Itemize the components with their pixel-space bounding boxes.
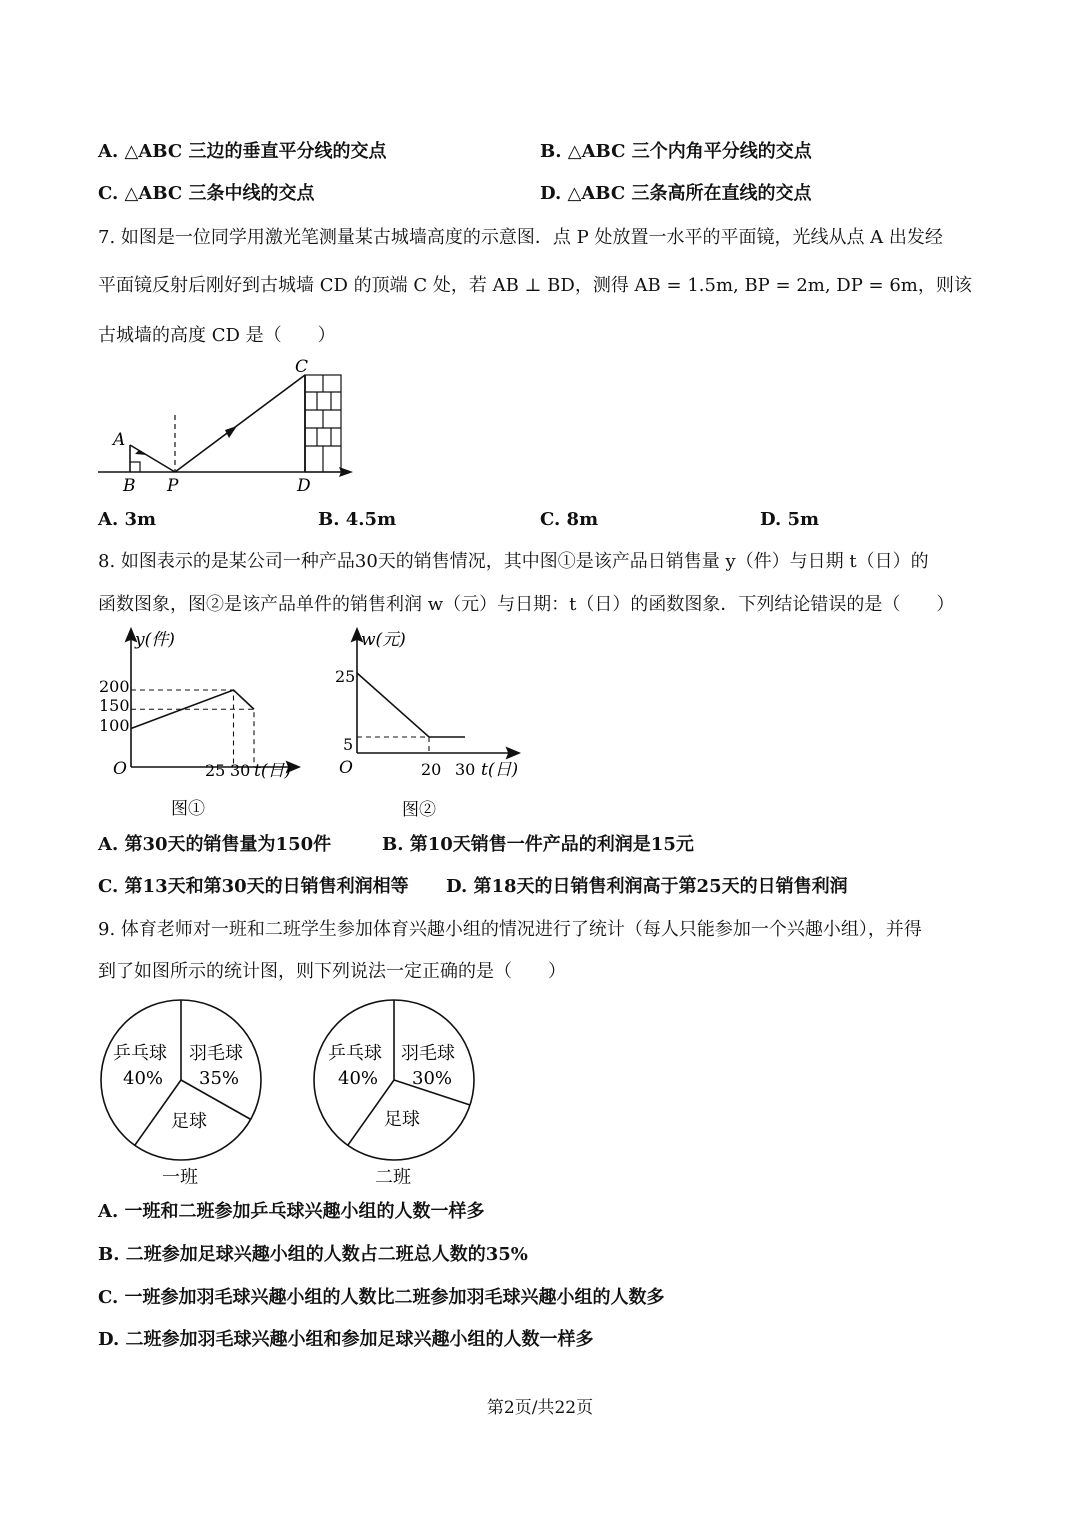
- pie2-label-pingpong: 乒乓球: [328, 1043, 382, 1064]
- chart2-origin: O: [339, 758, 353, 778]
- pie1-label-football: 足球: [171, 1111, 207, 1132]
- q7-label-p: P: [167, 476, 179, 496]
- chart1-guide-0: [131, 690, 234, 767]
- pie2-label-football: 足球: [384, 1109, 420, 1130]
- chart1-guide-lines: [131, 690, 254, 767]
- chart1-x-axis-label: t(日): [254, 761, 292, 781]
- pie2-pct-pingpong: 40%: [338, 1068, 379, 1089]
- q7-option-c: C. 8m: [540, 509, 599, 530]
- q9-pie-2: [310, 995, 485, 1195]
- q8-text-line2: 函数图象，图②是该产品单件的销售利润 w（元）与日期：t（日）的函数图象．下列结论错误的是（ ）: [98, 594, 955, 615]
- pie2-caption: 二班: [375, 1167, 411, 1188]
- chart2-x-tick-30: 30: [455, 760, 476, 779]
- q7-option-b: B. 4.5m: [318, 509, 397, 530]
- chart1-origin: O: [113, 759, 127, 779]
- pie1-label-pingpong: 乒乓球: [113, 1043, 167, 1064]
- q7-option-a: A. 3m: [98, 509, 157, 530]
- chart1-guide-1: [131, 709, 254, 767]
- q7-option-d: D. 5m: [760, 509, 820, 530]
- chart1-x-tick-30: 30: [230, 761, 251, 780]
- pie1-caption: 一班: [162, 1167, 198, 1188]
- chart1-y-tick-100: 100: [99, 716, 130, 735]
- q8-option-d: D. 第18天的日销售利润高于第25天的日销售利润: [446, 876, 848, 897]
- q7-label-a: A: [113, 430, 126, 450]
- q8-option-c: C. 第13天和第30天的日销售利润相等: [98, 876, 409, 897]
- chart2-x-tick-20: 20: [421, 760, 442, 779]
- q7-right-angle-mark: [130, 462, 140, 472]
- q7-text-line2: 平面镜反射后刚好到古城墙 CD 的顶端 C 处，若 AB ⊥ BD，测得 AB = 1.5m, BP = 2m, DP = 6m，则该: [98, 275, 972, 296]
- chart2-series-line: [357, 673, 465, 737]
- q8-chart-1: [95, 625, 310, 825]
- q9-option-a: A. 一班和二班参加乒乓球兴趣小组的人数一样多: [98, 1201, 485, 1222]
- q6-option-b: B. △ABC 三个内角平分线的交点: [540, 141, 812, 162]
- pie2-pct-badminton: 30%: [412, 1068, 453, 1089]
- q9-option-c: C. 一班参加羽毛球兴趣小组的人数比二班参加羽毛球兴趣小组的人数多: [98, 1287, 665, 1308]
- q7-label-d: D: [297, 476, 311, 496]
- q9-text-line1: 9. 体育老师对一班和二班学生参加体育兴趣小组的情况进行了统计（每人只能参加一个兴趣小组），并得: [98, 919, 922, 940]
- q7-ray-pc: [175, 375, 305, 472]
- q9-text-line2: 到了如图所示的统计图，则下列说法一定正确的是（ ）: [98, 961, 566, 982]
- page-footer: 第2页/共22页: [486, 1398, 594, 1418]
- chart1-y-tick-200: 200: [99, 677, 130, 696]
- pie2-label-badminton: 羽毛球: [401, 1043, 455, 1064]
- pie1-pct-badminton: 35%: [199, 1068, 240, 1089]
- chart1-y-axis-label: y(件): [135, 630, 175, 650]
- q8-chart-2: [325, 625, 540, 825]
- q9-option-b: B. 二班参加足球兴趣小组的人数占二班总人数的35%: [98, 1244, 528, 1265]
- chart2-x-axis-label: t(日): [481, 760, 519, 780]
- chart1-x-tick-25: 25: [205, 761, 226, 780]
- pie1-label-badminton: 羽毛球: [189, 1043, 243, 1064]
- q6-option-d: D. △ABC 三条高所在直线的交点: [540, 183, 812, 204]
- q7-brick-wall: [305, 375, 341, 472]
- q6-option-c: C. △ABC 三条中线的交点: [98, 183, 315, 204]
- q9-option-d: D. 二班参加羽毛球兴趣小组和参加足球兴趣小组的人数一样多: [98, 1329, 594, 1350]
- chart2-guide-lines: [357, 737, 429, 753]
- q7-text-line1: 7. 如图是一位同学用激光笔测量某古城墙高度的示意图．点 P 处放置一水平的平面镜，光线从点 A 出发经: [98, 227, 943, 248]
- chart1-y-tick-150: 150: [99, 696, 130, 715]
- q6-option-a: A. △ABC 三边的垂直平分线的交点: [98, 141, 387, 162]
- chart2-y-tick-5: 5: [343, 735, 354, 754]
- q8-option-a: A. 第30天的销售量为150件: [98, 834, 332, 855]
- chart2-y-axis-label: w(元): [361, 630, 406, 650]
- chart1-caption: 图①: [171, 799, 205, 819]
- q7-ray-ap: [130, 445, 175, 472]
- chart1-axes: [126, 629, 299, 772]
- q8-text-line1: 8. 如图表示的是某公司一种产品30天的销售情况，其中图①是该产品日销售量 y（件）与日期 t（日）的: [98, 551, 929, 572]
- q7-label-c: C: [295, 357, 309, 377]
- q7-figure: [95, 355, 360, 500]
- chart2-y-tick-25: 25: [335, 667, 356, 686]
- q7-label-b: B: [123, 476, 136, 496]
- q7-text-line3: 古城墙的高度 CD 是（ ）: [98, 325, 336, 346]
- pie1-pct-pingpong: 40%: [123, 1068, 164, 1089]
- q9-pie-1: [95, 995, 270, 1195]
- chart2-caption: 图②: [402, 800, 436, 820]
- q8-option-b: B. 第10天销售一件产品的利润是15元: [382, 834, 694, 855]
- q7-ray-pc-arrow: [225, 426, 237, 438]
